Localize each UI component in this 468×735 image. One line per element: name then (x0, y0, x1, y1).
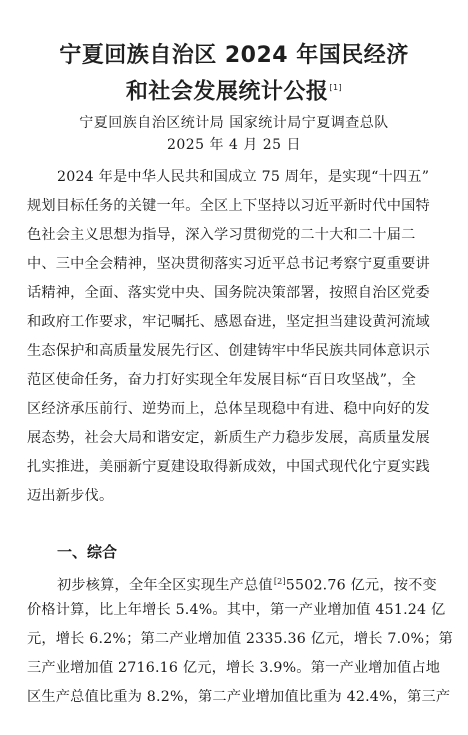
intro-line: 区经济承压前行、逆势而上，总体呈现稳中有进、稳中向好的发 (27, 401, 430, 417)
intro-line: 色社会主义思想为指导，深入学习贯彻党的二十大和二十届二 (27, 227, 416, 243)
intro-line: 范区使命任务，奋力打好实现全年发展目标“百日攻坚战”，全 (27, 372, 416, 388)
issuing-authorities: 宁夏回族自治区统计局 国家统计局宁夏调查总队 (79, 115, 389, 131)
publication-date: 2025 年 4 月 25 日 (166, 137, 302, 153)
intro-line: 扎实推进，美丽新宁夏建设取得新成效，中国式现代化宁夏实践 (27, 459, 430, 475)
title-footnote-marker: [1] (329, 83, 343, 92)
section-line: 三产业增加值 2716.16 亿元，增长 3.9%。第一产业增加值占地 (27, 660, 441, 676)
intro-line: 规划目标任务的关键一年。全区上下坚持以习近平新时代中国特 (27, 198, 430, 214)
gdp-footnote-marker: [2] (273, 577, 286, 586)
section-line: 元，增长 6.2%；第二产业增加值 2335.36 亿元，增长 7.0%；第 (27, 631, 453, 647)
section-line: 区生产总值比重为 8.2%，第二产业增加值比重为 42.4%，第三产 (27, 689, 451, 705)
section-heading-overview: 一、综合 (57, 543, 118, 561)
intro-line: 迈出新步伐。 (27, 488, 114, 504)
intro-line: 展态势，社会大局和谐安定，新质生产力稳步发展，高质量发展 (27, 430, 430, 446)
intro-line: 话精神，全面、落实党中央、国务院决策部署，按照自治区党委 (27, 285, 430, 301)
intro-line: 中、三中全会精神，坚决贯彻落实习近平总书记考察宁夏重要讲 (27, 256, 430, 272)
section-line: 初步核算，全年全区实现生产总值[2]5502.76 亿元，按不变 (57, 577, 437, 594)
section-line: 价格计算，比上年增长 5.4%。其中，第一产业增加值 451.24 亿 (27, 602, 446, 618)
document-title-line-1: 宁夏回族自治区 2024 年国民经济 (59, 43, 409, 68)
intro-line: 生态保护和高质量发展先行区、创建铸牢中华民族共同体意识示 (27, 343, 430, 359)
document-title-line-2: 和社会发展统计公报[1] (125, 79, 343, 105)
intro-line: 2024 年是中华人民共和国成立 75 周年，是实现“十四五” (57, 169, 430, 185)
intro-line: 和政府工作要求，牢记嘱托、感恩奋进，坚定担当建设黄河流域 (27, 314, 430, 330)
